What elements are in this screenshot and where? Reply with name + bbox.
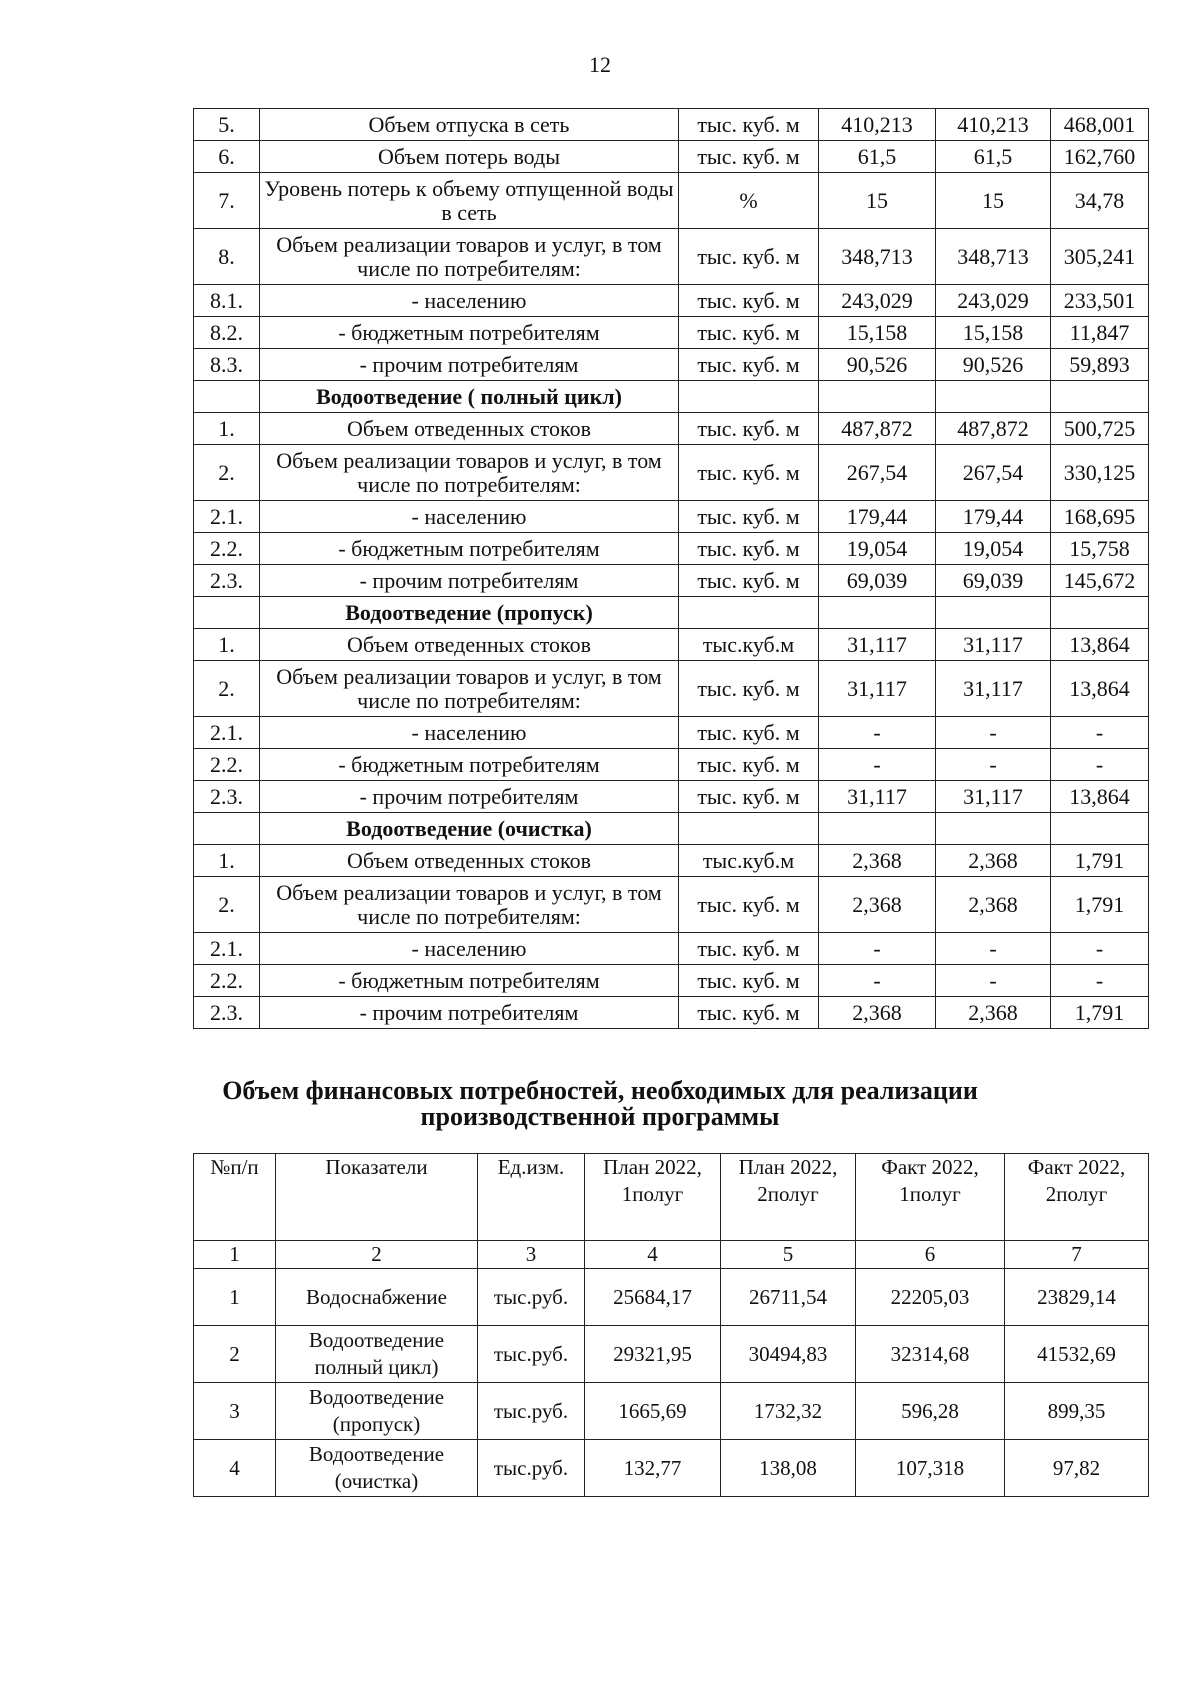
cell-v3: 15,758 <box>1051 533 1149 565</box>
cell-unit: тыс. куб. м <box>679 717 819 749</box>
table-cell: 138,08 <box>721 1440 856 1497</box>
cell-v2: 243,029 <box>936 285 1051 317</box>
cell-unit: тыс. куб. м <box>679 965 819 997</box>
cell-name: Объем отведенных стоков <box>260 845 679 877</box>
table-row <box>194 997 1149 1029</box>
cell-unit: тыс. куб. м <box>679 317 819 349</box>
cell-v1: 267,54 <box>819 445 936 501</box>
cell-v1: - <box>819 933 936 965</box>
cell-unit: тыс. куб. м <box>679 413 819 445</box>
cell-v2: 19,054 <box>936 533 1051 565</box>
table-row <box>194 1383 1149 1440</box>
financial-needs-heading <box>0 1078 1200 1130</box>
table-row <box>194 717 1149 749</box>
cell-v2: 61,5 <box>936 141 1051 173</box>
cell-v3: - <box>1051 933 1149 965</box>
cell-unit: тыс. куб. м <box>679 933 819 965</box>
cell-num: 8.2. <box>194 317 260 349</box>
cell-v1: 31,117 <box>819 629 936 661</box>
table-row <box>194 629 1149 661</box>
table-row <box>194 533 1149 565</box>
table-row <box>194 349 1149 381</box>
cell-num: 2.2. <box>194 533 260 565</box>
cell-v2: 2,368 <box>936 997 1051 1029</box>
cell-v1 <box>819 813 936 845</box>
cell-num: 8.1. <box>194 285 260 317</box>
cell-v1 <box>819 381 936 413</box>
column-number: 3 <box>478 1241 585 1269</box>
cell-v3: - <box>1051 965 1149 997</box>
cell-v2 <box>936 381 1051 413</box>
column-number: 5 <box>721 1241 856 1269</box>
table-row <box>194 445 1149 501</box>
cell-unit: тыс.куб.м <box>679 629 819 661</box>
cell-v1: 2,368 <box>819 997 936 1029</box>
column-header: План 2022, 1полуг <box>585 1154 721 1241</box>
column-header: Ед.изм. <box>478 1154 585 1241</box>
cell-v3: 168,695 <box>1051 501 1149 533</box>
cell-v1: 487,872 <box>819 413 936 445</box>
table-row <box>194 749 1149 781</box>
table-row <box>194 933 1149 965</box>
cell-name: - населению <box>260 501 679 533</box>
table-cell: 97,82 <box>1005 1440 1149 1497</box>
table-cell: 107,318 <box>856 1440 1005 1497</box>
page-number: 12 <box>589 52 611 77</box>
cell-v3: 468,001 <box>1051 109 1149 141</box>
cell-name: Объем отпуска в сеть <box>260 109 679 141</box>
cell-num: 2. <box>194 445 260 501</box>
cell-name: Водоотведение (очистка) <box>260 813 679 845</box>
cell-num: 2. <box>194 877 260 933</box>
cell-unit: тыс. куб. м <box>679 229 819 285</box>
cell-v1: - <box>819 965 936 997</box>
column-header: №п/п <box>194 1154 276 1241</box>
cell-v3: - <box>1051 749 1149 781</box>
cell-v3: 34,78 <box>1051 173 1149 229</box>
cell-v3: 162,760 <box>1051 141 1149 173</box>
cell-num: 1. <box>194 413 260 445</box>
table-cell: 1732,32 <box>721 1383 856 1440</box>
table-cell: 41532,69 <box>1005 1326 1149 1383</box>
cell-v2: 487,872 <box>936 413 1051 445</box>
cell-name: - бюджетным потребителям <box>260 965 679 997</box>
table-row <box>194 109 1149 141</box>
cell-v3 <box>1051 813 1149 845</box>
table-cell: 596,28 <box>856 1383 1005 1440</box>
cell-v2: 410,213 <box>936 109 1051 141</box>
cell-name: - бюджетным потребителям <box>260 533 679 565</box>
cell-unit: тыс. куб. м <box>679 501 819 533</box>
cell-num: 7. <box>194 173 260 229</box>
cell-v3: 233,501 <box>1051 285 1149 317</box>
cell-name: - прочим потребителям <box>260 349 679 381</box>
cell-v2: 179,44 <box>936 501 1051 533</box>
table-cell: тыс.руб. <box>478 1383 585 1440</box>
table-cell: 29321,95 <box>585 1326 721 1383</box>
table-row <box>194 877 1149 933</box>
cell-v3: 11,847 <box>1051 317 1149 349</box>
table-cell: Водоснабжение <box>276 1269 478 1326</box>
cell-name: Объем потерь воды <box>260 141 679 173</box>
table-row <box>194 413 1149 445</box>
cell-name: - прочим потребителям <box>260 781 679 813</box>
table-row <box>194 501 1149 533</box>
cell-v3: 1,791 <box>1051 845 1149 877</box>
table-cell: 4 <box>194 1440 276 1497</box>
cell-unit: тыс. куб. м <box>679 445 819 501</box>
table-row <box>194 781 1149 813</box>
table-cell: 23829,14 <box>1005 1269 1149 1326</box>
section-header-row <box>194 813 1149 845</box>
cell-num: 2.2. <box>194 749 260 781</box>
cell-v1: 61,5 <box>819 141 936 173</box>
cell-unit: тыс. куб. м <box>679 565 819 597</box>
table-row <box>194 845 1149 877</box>
cell-v1: 19,054 <box>819 533 936 565</box>
table-row <box>194 1326 1149 1383</box>
cell-num: 5. <box>194 109 260 141</box>
column-header: Показатели <box>276 1154 478 1241</box>
cell-v1: 31,117 <box>819 781 936 813</box>
cell-v1: 410,213 <box>819 109 936 141</box>
cell-num <box>194 597 260 629</box>
column-header: Факт 2022, 1полуг <box>856 1154 1005 1241</box>
column-header: Факт 2022, 2полуг <box>1005 1154 1149 1241</box>
column-number: 4 <box>585 1241 721 1269</box>
cell-num: 1. <box>194 845 260 877</box>
cell-v3: 59,893 <box>1051 349 1149 381</box>
cell-unit <box>679 381 819 413</box>
cell-unit: тыс. куб. м <box>679 997 819 1029</box>
cell-num: 8. <box>194 229 260 285</box>
table-row <box>194 965 1149 997</box>
production-indicators-table <box>193 108 1149 1029</box>
table-cell: 26711,54 <box>721 1269 856 1326</box>
cell-unit: тыс. куб. м <box>679 749 819 781</box>
cell-v1: 243,029 <box>819 285 936 317</box>
cell-v2: 90,526 <box>936 349 1051 381</box>
cell-unit: тыс. куб. м <box>679 349 819 381</box>
cell-num: 2.1. <box>194 717 260 749</box>
table-row <box>194 173 1149 229</box>
cell-v1: - <box>819 749 936 781</box>
cell-v3 <box>1051 381 1149 413</box>
cell-v3: 1,791 <box>1051 877 1149 933</box>
cell-v3: - <box>1051 717 1149 749</box>
table-row <box>194 661 1149 717</box>
table-cell: 3 <box>194 1383 276 1440</box>
cell-v1: 69,039 <box>819 565 936 597</box>
cell-v2: - <box>936 933 1051 965</box>
cell-v1: 2,368 <box>819 845 936 877</box>
column-number: 1 <box>194 1241 276 1269</box>
cell-unit: тыс. куб. м <box>679 661 819 717</box>
cell-v3: 13,864 <box>1051 661 1149 717</box>
cell-name: - населению <box>260 933 679 965</box>
cell-v3: 500,725 <box>1051 413 1149 445</box>
cell-num: 6. <box>194 141 260 173</box>
cell-v2: 31,117 <box>936 629 1051 661</box>
cell-unit: тыс. куб. м <box>679 781 819 813</box>
heading-line-2: производственной программы <box>420 1102 780 1131</box>
table-cell: 132,77 <box>585 1440 721 1497</box>
cell-v3: 13,864 <box>1051 629 1149 661</box>
cell-v2: 31,117 <box>936 661 1051 717</box>
cell-v3: 305,241 <box>1051 229 1149 285</box>
cell-v3: 330,125 <box>1051 445 1149 501</box>
table-cell: Водоотведение (пропуск) <box>276 1383 478 1440</box>
cell-v3 <box>1051 597 1149 629</box>
cell-name: - бюджетным потребителям <box>260 749 679 781</box>
cell-unit: % <box>679 173 819 229</box>
cell-num: 2.3. <box>194 565 260 597</box>
table-row <box>194 1440 1149 1497</box>
table-row <box>194 317 1149 349</box>
section-header-row <box>194 381 1149 413</box>
cell-unit: тыс. куб. м <box>679 877 819 933</box>
cell-num: 2.3. <box>194 781 260 813</box>
cell-v1: 90,526 <box>819 349 936 381</box>
table-cell: Водоотведение (очистка) <box>276 1440 478 1497</box>
cell-v1: - <box>819 717 936 749</box>
cell-v1: 179,44 <box>819 501 936 533</box>
cell-v1: 15,158 <box>819 317 936 349</box>
cell-v1: 2,368 <box>819 877 936 933</box>
cell-unit <box>679 813 819 845</box>
cell-v3: 145,672 <box>1051 565 1149 597</box>
cell-v2 <box>936 813 1051 845</box>
cell-v1: 348,713 <box>819 229 936 285</box>
cell-v3: 1,791 <box>1051 997 1149 1029</box>
table-row <box>194 285 1149 317</box>
cell-unit: тыс. куб. м <box>679 533 819 565</box>
cell-name: - населению <box>260 717 679 749</box>
cell-v2: 69,039 <box>936 565 1051 597</box>
cell-name: Водоотведение ( полный цикл) <box>260 381 679 413</box>
cell-num: 2.1. <box>194 501 260 533</box>
table-row <box>194 141 1149 173</box>
cell-v1: 15 <box>819 173 936 229</box>
column-number: 7 <box>1005 1241 1149 1269</box>
cell-num: 8.3. <box>194 349 260 381</box>
cell-name: - прочим потребителям <box>260 997 679 1029</box>
cell-v2: 15 <box>936 173 1051 229</box>
cell-name: Уровень потерь к объему отпущенной воды в сеть <box>260 173 679 229</box>
cell-v2 <box>936 597 1051 629</box>
cell-v1: 31,117 <box>819 661 936 717</box>
cell-num: 1. <box>194 629 260 661</box>
cell-v3: 13,864 <box>1051 781 1149 813</box>
cell-num: 2. <box>194 661 260 717</box>
cell-v2: 348,713 <box>936 229 1051 285</box>
cell-num: 2.3. <box>194 997 260 1029</box>
cell-num <box>194 381 260 413</box>
cell-name: Объем реализации товаров и услуг, в том числе по потребителям: <box>260 445 679 501</box>
table-cell: 25684,17 <box>585 1269 721 1326</box>
cell-name: Объем реализации товаров и услуг, в том числе по потребителям: <box>260 229 679 285</box>
cell-name: Объем отведенных стоков <box>260 413 679 445</box>
cell-name: - населению <box>260 285 679 317</box>
cell-num: 2.1. <box>194 933 260 965</box>
table-cell: 899,35 <box>1005 1383 1149 1440</box>
cell-num <box>194 813 260 845</box>
cell-v2: 2,368 <box>936 877 1051 933</box>
cell-unit: тыс. куб. м <box>679 109 819 141</box>
header-row <box>194 1154 1149 1241</box>
cell-v1 <box>819 597 936 629</box>
cell-unit <box>679 597 819 629</box>
table-cell: 22205,03 <box>856 1269 1005 1326</box>
cell-v2: 15,158 <box>936 317 1051 349</box>
cell-v2: 31,117 <box>936 781 1051 813</box>
column-header: План 2022, 2полуг <box>721 1154 856 1241</box>
cell-unit: тыс.куб.м <box>679 845 819 877</box>
cell-name: Объем реализации товаров и услуг, в том числе по потребителям: <box>260 877 679 933</box>
cell-v2: - <box>936 965 1051 997</box>
table-cell: 2 <box>194 1326 276 1383</box>
table-cell: тыс.руб. <box>478 1440 585 1497</box>
table-cell: тыс.руб. <box>478 1326 585 1383</box>
cell-v2: - <box>936 717 1051 749</box>
table-row <box>194 1269 1149 1326</box>
cell-v2: 267,54 <box>936 445 1051 501</box>
table-cell: 30494,83 <box>721 1326 856 1383</box>
financial-needs-table <box>193 1153 1149 1497</box>
cell-v2: 2,368 <box>936 845 1051 877</box>
column-number: 2 <box>276 1241 478 1269</box>
cell-name: - бюджетным потребителям <box>260 317 679 349</box>
cell-unit: тыс. куб. м <box>679 285 819 317</box>
heading-line-1: Объем финансовых потребностей, необходимых для реализации <box>222 1076 978 1105</box>
cell-unit: тыс. куб. м <box>679 141 819 173</box>
cell-v2: - <box>936 749 1051 781</box>
cell-name: Объем реализации товаров и услуг, в том числе по потребителям: <box>260 661 679 717</box>
column-number-row <box>194 1241 1149 1269</box>
table-row <box>194 229 1149 285</box>
cell-name: - прочим потребителям <box>260 565 679 597</box>
column-number: 6 <box>856 1241 1005 1269</box>
table-cell: 32314,68 <box>856 1326 1005 1383</box>
table-cell: тыс.руб. <box>478 1269 585 1326</box>
table-cell: Водоотведение полный цикл) <box>276 1326 478 1383</box>
table-cell: 1 <box>194 1269 276 1326</box>
cell-num: 2.2. <box>194 965 260 997</box>
table-row <box>194 565 1149 597</box>
table-cell: 1665,69 <box>585 1383 721 1440</box>
section-header-row <box>194 597 1149 629</box>
cell-name: Объем отведенных стоков <box>260 629 679 661</box>
cell-name: Водоотведение (пропуск) <box>260 597 679 629</box>
